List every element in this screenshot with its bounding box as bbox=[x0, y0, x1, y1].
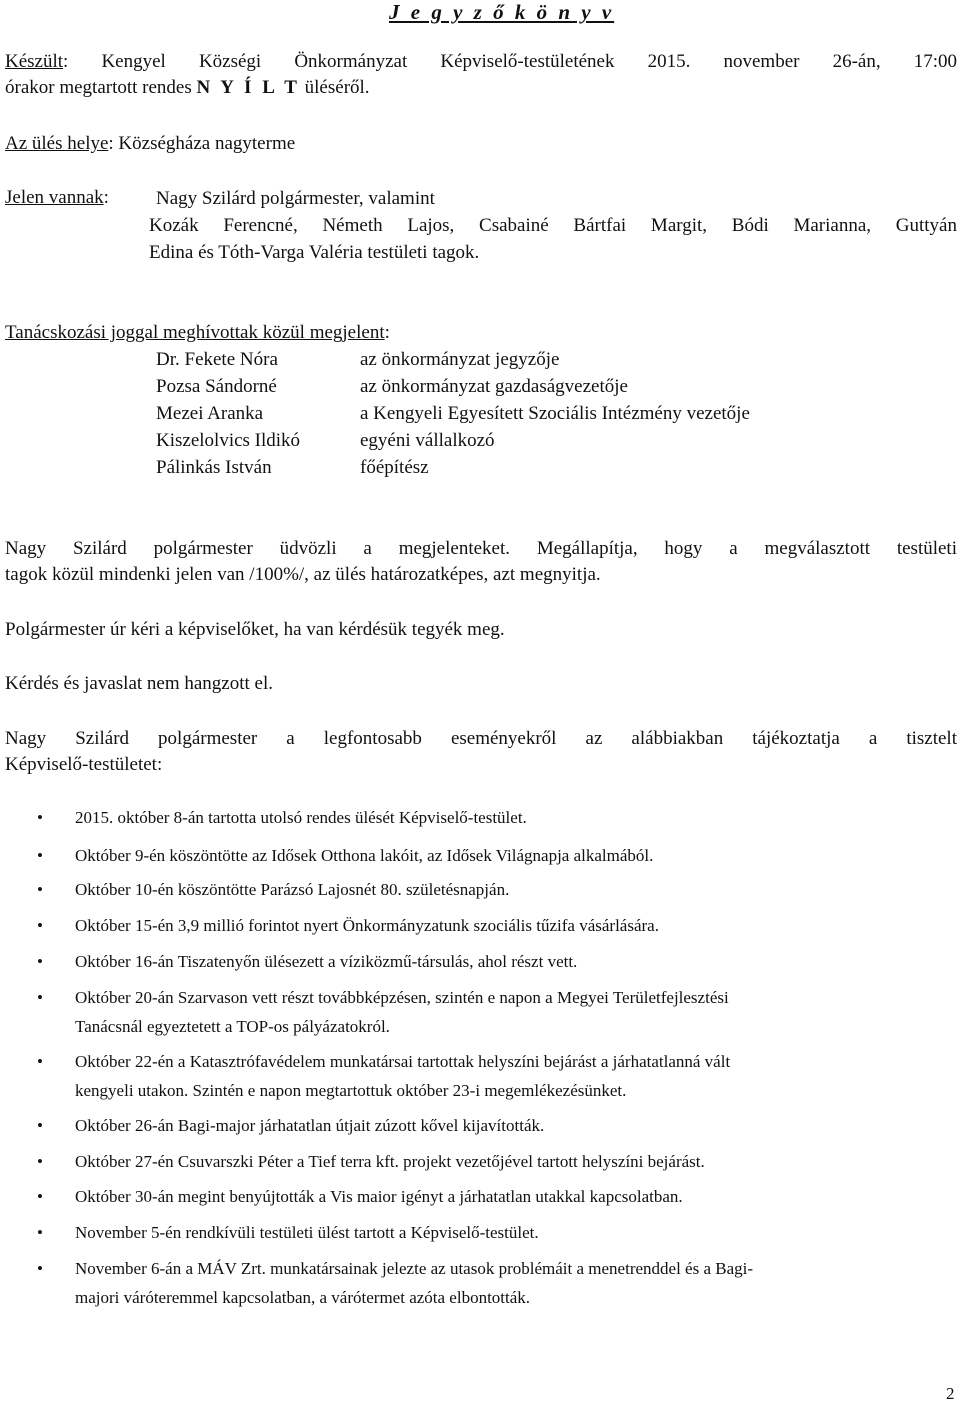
bullet-icon: • bbox=[37, 846, 43, 865]
attendee-name: Pálinkás István bbox=[156, 457, 272, 478]
attendee-role: főépítész bbox=[360, 457, 429, 478]
bullet-icon: • bbox=[37, 1259, 43, 1278]
nyilt-label: N Y Í L T bbox=[196, 77, 300, 98]
event-item: • Október 30-án megint benyújtották a Vis maior igényt a járhatatlan utakkal kapcsolatban. bbox=[75, 1182, 935, 1211]
event-item: • November 6-án a MÁV Zrt. munkatársainak jelezte az utasok problémáit a menetrenddel és a Bagi- majori váróteremmel kapcsolatban, a várótermet azóta elbontották. bbox=[75, 1254, 935, 1312]
keszult-line-2: órakor megtartott rendes N Y Í L T üléséről. bbox=[5, 77, 370, 98]
attendee-name: Pozsa Sándorné bbox=[156, 376, 277, 397]
attendee-role: az önkormányzat jegyzője bbox=[360, 349, 560, 370]
event-item: • Október 27-én Csuvarszki Péter a Tief terra kft. projekt vezetőjével tartott helyszíni bejárást. bbox=[75, 1147, 935, 1176]
keszult-line-1 bbox=[5, 48, 957, 75]
bullet-icon: • bbox=[37, 1152, 43, 1171]
attendee-role: egyéni vállalkozó bbox=[360, 430, 495, 451]
event-item: • Október 22-én a Katasztrófavédelem munkatársai tartottak helyszíni bejárást a járhatatlanná vált kengyeli utakon. Szintén e napon megtartottuk október 23-i megemlékezésünket. bbox=[75, 1047, 935, 1105]
event-item: • Október 20-án Szarvason vett részt továbbképzésen, szintén e napon a Megyei Területfejlesztési Tanácsnál egyeztetett a TOP-os pályázatokról. bbox=[75, 983, 935, 1041]
event-item: • Október 15-én 3,9 millió forintot nyert Önkormányzatunk szociális tűzifa vásárlására. bbox=[75, 911, 935, 940]
paragraph-4-line-2: Képviselő-testületet: bbox=[5, 754, 163, 775]
event-item: • November 5-én rendkívüli testületi ülést tartott a Képviselő-testület. bbox=[75, 1218, 935, 1247]
paragraph-1-line-2: tagok közül mindenki jelen van /100%/, az ülés határozatképes, azt megnyitja. bbox=[5, 564, 601, 585]
jelen-label-line: Jelen vannak: bbox=[5, 187, 109, 208]
keszult-label: Készült bbox=[5, 51, 64, 72]
jelen-line-3: Edina és Tóth-Varga Valéria testületi tagok. bbox=[149, 242, 480, 263]
event-item: • Október 26-án Bagi-major járhatatlan útjait zúzott kővel kijavították. bbox=[75, 1111, 935, 1140]
bullet-icon: • bbox=[37, 880, 43, 899]
bullet-icon: • bbox=[37, 916, 43, 935]
paragraph-3: Kérdés és javaslat nem hangzott el. bbox=[5, 673, 274, 694]
tanacskozasi-heading: Tanácskozási joggal meghívottak közül megjelent: bbox=[5, 322, 390, 343]
attendee-role: az önkormányzat gazdaságvezetője bbox=[360, 376, 628, 397]
event-item: • Október 9-én köszöntötte az Idősek Otthona lakóit, az Idősek Világnapja alkalmából. bbox=[75, 841, 935, 870]
bullet-icon: • bbox=[37, 952, 43, 971]
jelen-label: Jelen vannak bbox=[5, 187, 104, 208]
document-title: J e g y z ő k ö n y v bbox=[389, 0, 615, 24]
event-item: • Október 16-án Tiszatenyőn ülésezett a víziközmű-társulás, ahol részt vett. bbox=[75, 947, 935, 976]
helye-label: Az ülés helye bbox=[5, 133, 109, 154]
paragraph-1-line-1: Nagy Szilárd polgármester üdvözli a megjelenteket. Megállapítja, hogy a megválasztott testületi bbox=[5, 538, 957, 559]
bullet-icon: • bbox=[37, 988, 43, 1007]
attendee-name: Kiszelolvics Ildikó bbox=[156, 430, 301, 451]
ules-helye: Az ülés helye: Községháza nagyterme bbox=[5, 133, 296, 154]
bullet-icon: • bbox=[37, 1116, 43, 1135]
jelen-line-1: Nagy Szilárd polgármester, valamint bbox=[156, 188, 435, 209]
jelen-line-2: Kozák Ferencné, Németh Lajos, Csabainé Bártfai Margit, Bódi Marianna, Guttyán bbox=[149, 215, 957, 236]
attendee-name: Mezei Aranka bbox=[156, 403, 264, 424]
attendee-name: Dr. Fekete Nóra bbox=[156, 349, 278, 370]
bullet-icon: • bbox=[37, 1052, 43, 1071]
page-number: 2 bbox=[946, 1384, 955, 1403]
attendee-role: a Kengyeli Egyesített Szociális Intézmény vezetője bbox=[360, 403, 750, 424]
paragraph-4-line-1: Nagy Szilárd polgármester a legfontosabb eseményekről az alábbiakban tájékoztatja a tisztelt bbox=[5, 728, 957, 749]
paragraph-2: Polgármester úr kéri a képviselőket, ha van kérdésük tegyék meg. bbox=[5, 619, 505, 640]
bullet-icon: • bbox=[37, 808, 43, 827]
event-item: • Október 10-én köszöntötte Parázsó Lajosnét 80. születésnapján. bbox=[75, 875, 935, 904]
event-item: • 2015. október 8-án tartotta utolsó rendes ülését Képviselő-testület. bbox=[75, 803, 935, 832]
bullet-icon: • bbox=[37, 1187, 43, 1206]
tanacskozasi-label: Tanácskozási joggal meghívottak közül megjelent bbox=[5, 322, 385, 343]
keszult-text: : Kengyel Községi Önkormányzat Képviselő-testületének 2015. november 26-án, 17:00 bbox=[63, 51, 957, 72]
bullet-icon: • bbox=[37, 1223, 43, 1242]
